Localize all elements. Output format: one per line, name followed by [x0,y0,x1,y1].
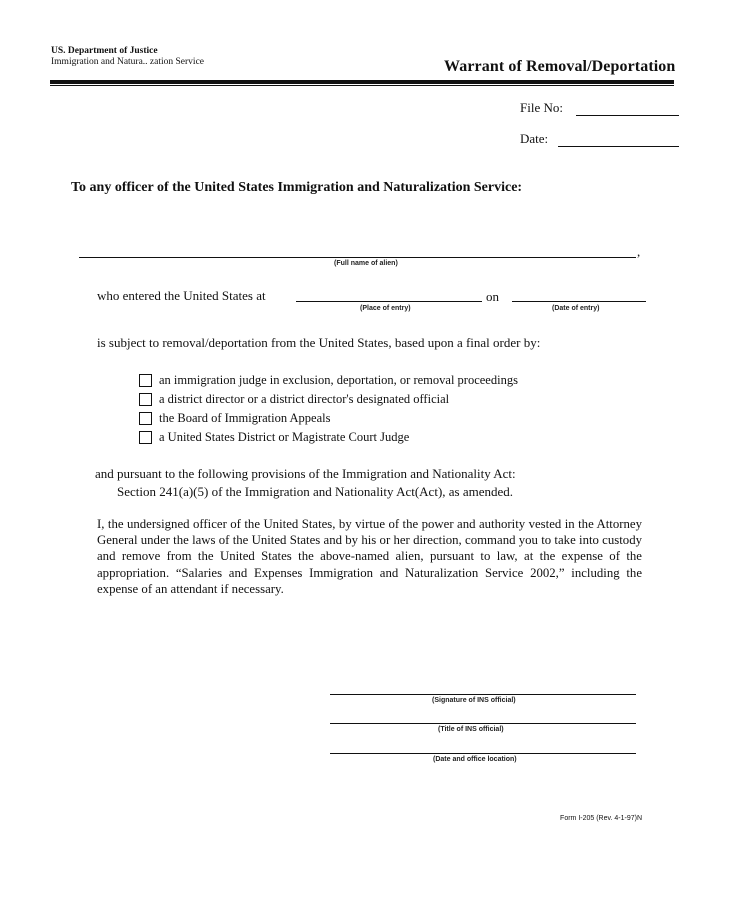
option-label: a United States District or Magistrate Court Judge [159,430,410,444]
header-rule [50,80,674,84]
option-label: a district director or a district director's designated official [159,392,450,406]
checkbox[interactable] [139,431,152,444]
address-line: To any officer of the United States Immigration and Naturalization Service: [71,180,523,195]
agency-service: Immigration and Natura.. zation Service [51,57,205,67]
subject-text: is subject to removal/deportation from the United States, based upon a final order by: [97,335,541,350]
checkbox[interactable] [139,393,152,406]
agency-name: US. Department of Justice [51,46,158,56]
checkbox[interactable] [139,412,152,425]
provisions-section: Section 241(a)(5) of the Immigration and Nationality Act(Act), as amended. [117,484,514,499]
date-location-field[interactable] [330,753,636,754]
option-immigration-judge[interactable] [139,373,518,388]
place-of-entry-caption: (Place of entry) [360,305,411,312]
on-text: on [486,289,499,304]
date-field[interactable] [558,146,679,147]
alien-name-field[interactable] [79,257,636,258]
alien-name-caption: (Full name of alien) [334,260,398,267]
date-label: Date: [520,131,549,146]
signature-caption: (Signature of INS official) [432,697,516,704]
option-board-of-appeals[interactable] [139,411,331,426]
date-of-entry-field[interactable] [512,301,646,302]
provisions-intro: and pursuant to the following provisions of the Immigration and Nationality Act: [95,466,516,481]
option-label: the Board of Immigration Appeals [159,411,331,425]
title-field[interactable] [330,723,636,724]
checkbox[interactable] [139,374,152,387]
file-no-label: File No: [520,100,563,115]
place-of-entry-field[interactable] [296,301,482,302]
form-number: Form I-205 (Rev. 4-1-97)N [560,815,642,822]
name-comma: , [637,244,641,259]
header-rule-thin [50,85,674,86]
title-caption: (Title of INS official) [438,726,504,733]
date-location-caption: (Date and office location) [433,756,517,763]
agency-block [51,46,204,68]
date-of-entry-caption: (Date of entry) [552,305,600,312]
command-paragraph: I, the undersigned officer of the United States, by virtue of the power and authority vested in the Attorney General under the laws of the United States and by his or her direction, command you to take into custody and remove from the United States the above-named alien, pursuant to law, at the expense of the appropriation. “Salaries and Expenses Immigration and Naturalization Service 2002,” including the expense of an attendant if necessary. [97,517,642,596]
option-court-judge[interactable] [139,430,409,445]
signature-field[interactable] [330,694,636,695]
entered-text: who entered the United States at [97,288,266,303]
form-title: Warrant of Removal/Deportation [444,58,676,75]
option-label: an immigration judge in exclusion, deportation, or removal proceedings [159,373,518,387]
option-district-director[interactable] [139,392,449,407]
file-no-field[interactable] [576,115,679,116]
